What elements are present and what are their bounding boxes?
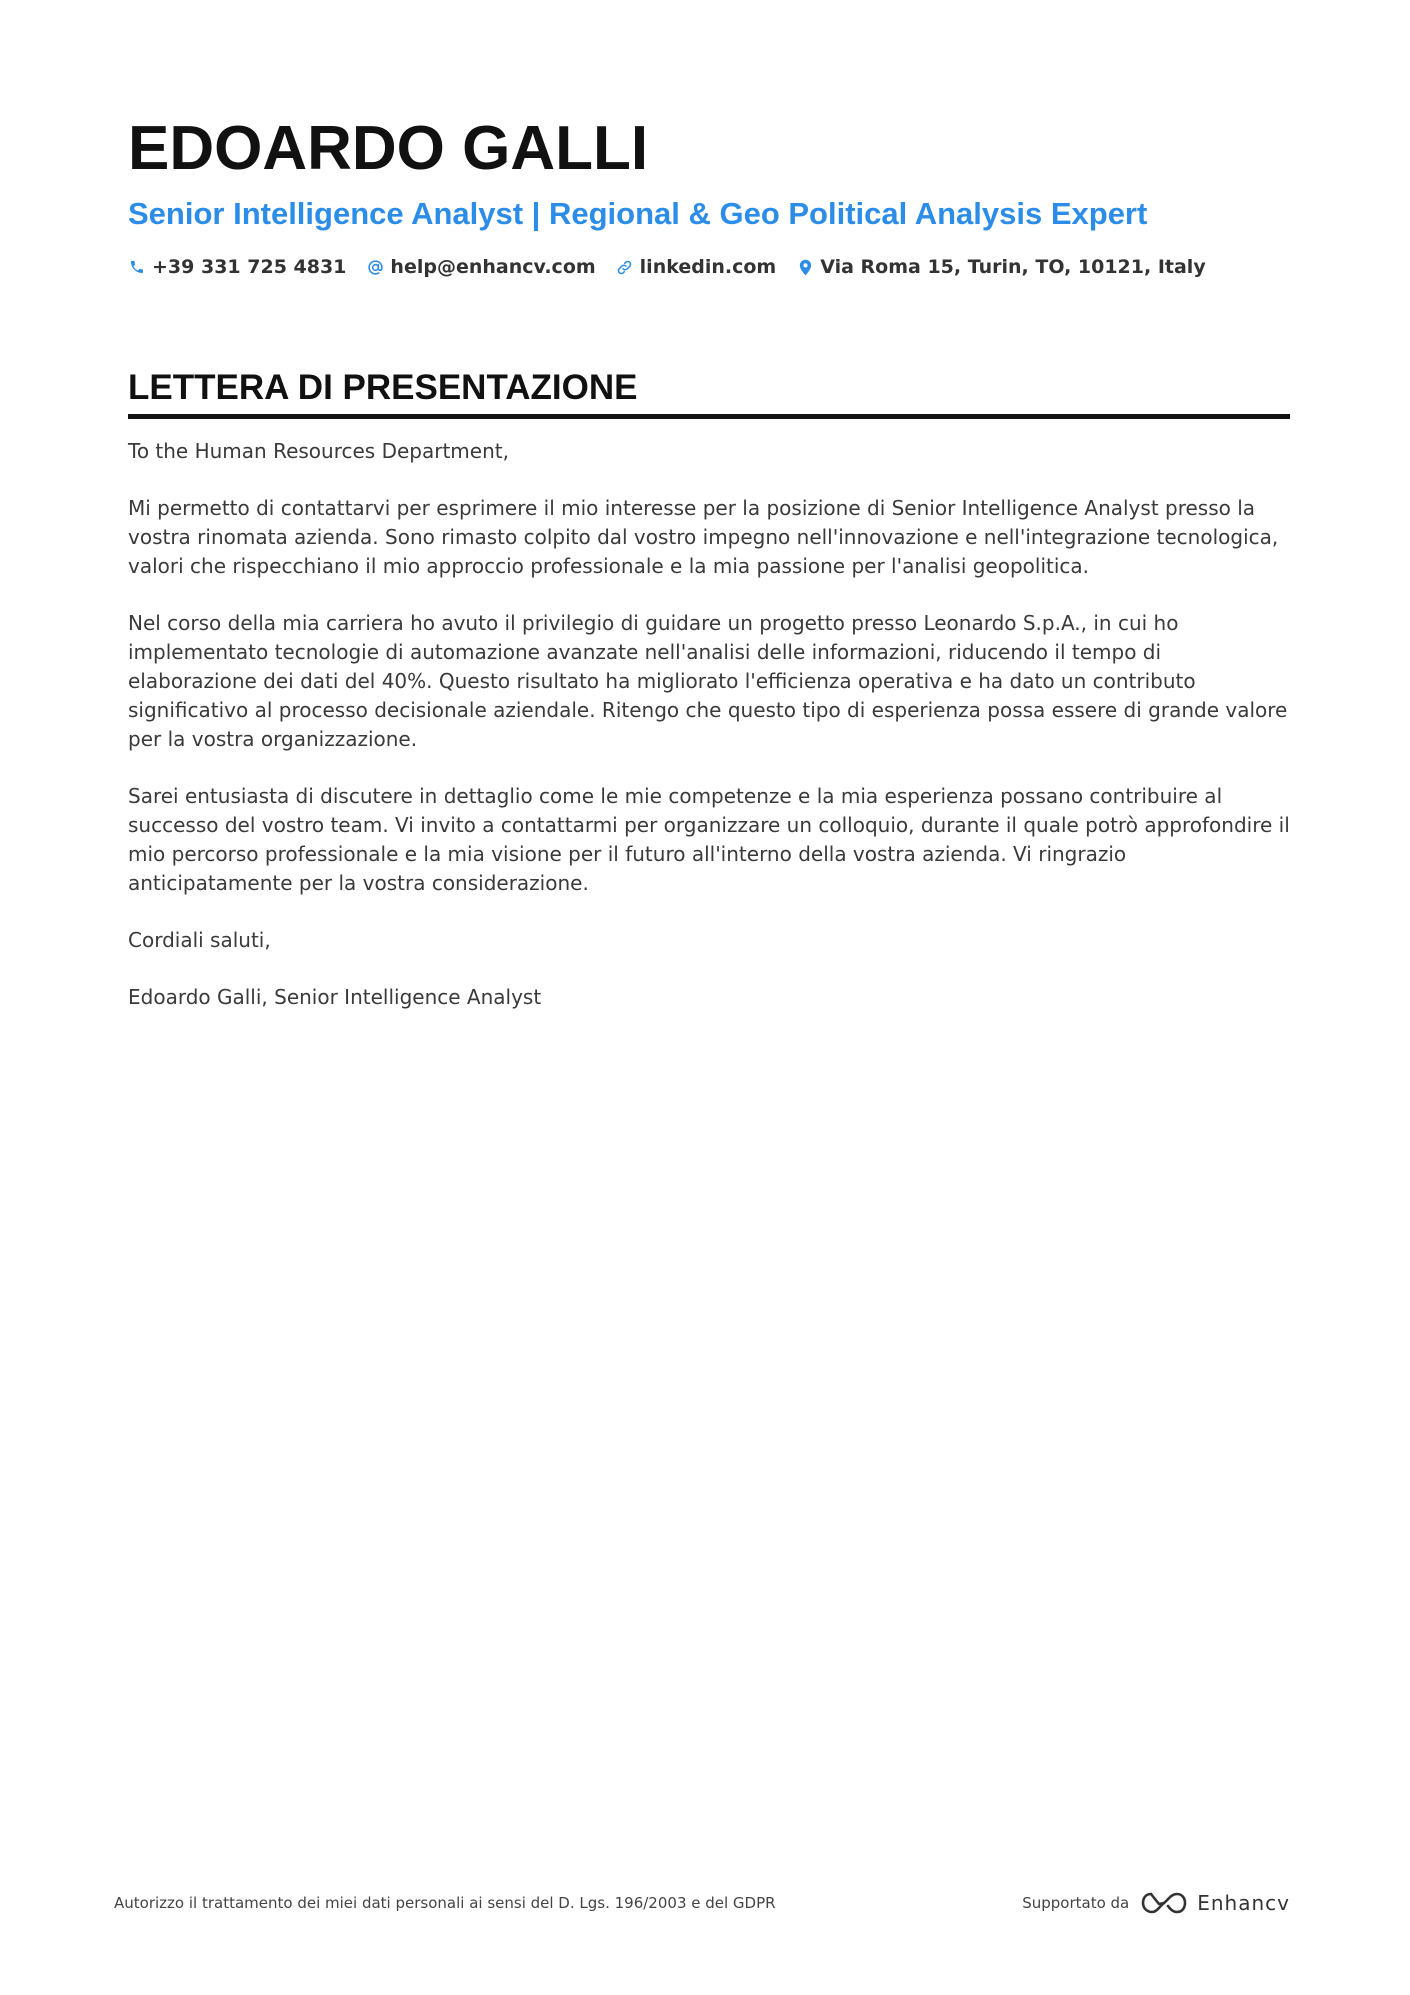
contact-linkedin-text[interactable]: linkedin.com — [639, 256, 777, 278]
contact-address-text: Via Roma 15, Turin, TO, 10121, Italy — [820, 256, 1206, 278]
letter-body — [128, 437, 1290, 1012]
section-title: LETTERA DI PRESENTAZIONE — [128, 368, 638, 407]
privacy-consent: Autorizzo il trattamento dei miei dati personali ai sensi del D. Lgs. 196/2003 e del GDPR — [114, 1894, 776, 1912]
section-divider — [128, 414, 1290, 419]
cover-letter-section — [128, 364, 1290, 1040]
letter-paragraph: Sarei entusiasta di discutere in dettaglio come le mie competenze e la mia esperienza possano contribuire al successo del vostro team. Vi invito a contattarmi per organizzare un colloquio, durante il quale potrò approfondire il mio percorso professionale e la mia visione per il futuro all'interno della vostra azienda. Vi ringrazio anticipatamente per la vostra considerazione. — [128, 784, 1290, 895]
contact-linkedin[interactable] — [616, 256, 777, 278]
contact-phone-text: +39 331 725 4831 — [152, 256, 347, 278]
letter-paragraph: Nel corso della mia carriera ho avuto il privilegio di guidare un progetto presso Leonardo S.p.A., in cui ho implementato tecnologie di automazione avanzate nell'analisi delle informazioni, riducendo il tempo di elaborazione dei dati del 40%. Questo risultato ha migliorato l'efficienza operativa e ha dato un contributo significativo al processo decisionale aziendale. Ritengo che questo tipo di esperienza possa essere di grande valore per la vostra organizzazione. — [128, 611, 1288, 751]
header — [128, 108, 1288, 278]
contact-email[interactable] — [366, 256, 595, 278]
link-icon — [616, 258, 634, 276]
enhancv-logo-icon — [1141, 1890, 1187, 1916]
contact-phone — [128, 256, 346, 278]
powered-by-label: Supportato da — [1022, 1894, 1130, 1912]
contact-email-text[interactable]: help@enhancv.com — [390, 256, 596, 278]
enhancv-brand-name: Enhancv — [1197, 1891, 1290, 1915]
candidate-headline: Senior Intelligence Analyst | Regional & Geo Political Analysis Expert — [128, 196, 1148, 231]
letter-signature: Edoardo Galli, Senior Intelligence Analyst — [128, 985, 542, 1009]
letter-paragraph: Mi permetto di contattarvi per esprimere il mio interesse per la posizione di Senior Intelligence Analyst presso la vostra rinomata azienda. Sono rimasto colpito dal vostro impegno nell'innovazione e nell'integrazione tecnologica, valori che rispecchiano il mio approccio professionale e la mia passione per l'analisi geopolitica. — [128, 496, 1279, 578]
contact-bar — [128, 256, 1288, 278]
letter-salutation: To the Human Resources Department, — [128, 439, 509, 463]
footer — [114, 1888, 1290, 1918]
powered-by[interactable] — [1022, 1890, 1290, 1916]
letter-closing: Cordiali saluti, — [128, 928, 271, 952]
at-icon — [366, 258, 384, 276]
location-pin-icon — [796, 258, 814, 276]
contact-address — [796, 256, 1205, 278]
candidate-name: EDOARDO GALLI — [128, 114, 649, 183]
phone-icon — [128, 258, 146, 276]
